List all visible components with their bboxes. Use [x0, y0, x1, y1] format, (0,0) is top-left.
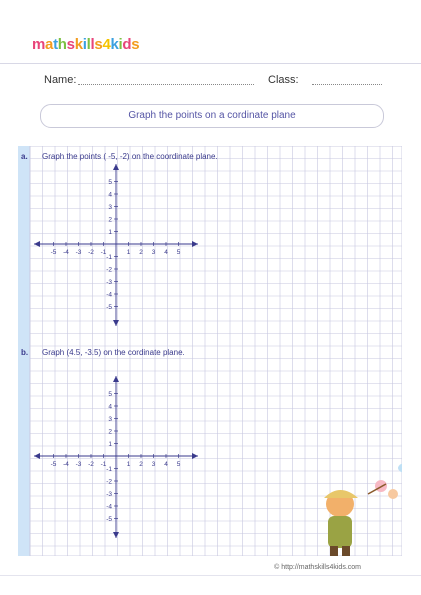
y-tick-label: -5: [106, 516, 112, 523]
kid-leg: [342, 546, 350, 556]
x-tick-label: 4: [164, 461, 168, 468]
x-tick-label: -1: [100, 461, 107, 468]
footer-url: © http://mathskills4kids.com: [274, 564, 361, 571]
x-axis-arrow-left: [34, 453, 40, 459]
y-tick-label: 2: [108, 216, 112, 224]
x-tick-label: 4: [164, 249, 168, 256]
kid-hat: [324, 490, 358, 498]
x-tick-label: 1: [126, 249, 131, 256]
x-tick-label: 5: [176, 461, 181, 468]
y-tick-label: 1: [108, 441, 112, 448]
x-tick-label: -3: [75, 461, 82, 468]
x-tick-label: -2: [88, 249, 94, 256]
y-axis-arrow-down: [113, 532, 119, 538]
flower-icon: [388, 489, 398, 499]
y-tick-label: 4: [108, 191, 112, 199]
x-tick-label: 3: [151, 461, 156, 468]
x-tick-label: 2: [139, 249, 143, 256]
logo-letter: i: [118, 36, 123, 53]
y-tick-label: 5: [108, 179, 112, 186]
y-tick-label: 3: [108, 204, 112, 211]
x-tick-label: 1: [126, 461, 131, 468]
y-axis-arrow-up: [113, 164, 119, 170]
x-tick-label: 2: [139, 461, 143, 468]
logo-letter: l: [86, 36, 91, 53]
y-tick-label: -4: [106, 291, 112, 299]
question-letter: b.: [21, 348, 29, 357]
x-tick-label: -1: [100, 249, 107, 256]
logo-letter: l: [90, 36, 95, 53]
question-letter: a.: [21, 152, 28, 161]
logo-letter: a: [45, 36, 54, 53]
x-tick-label: -4: [63, 249, 69, 256]
x-tick-label: -3: [75, 249, 82, 256]
class-field[interactable]: [312, 84, 382, 85]
name-label: Name:: [44, 74, 77, 86]
y-tick-label: 1: [108, 229, 112, 236]
question-text: Graph (4.5, -3.5) on the cordinate plane.: [42, 348, 185, 357]
site-logo: [32, 36, 139, 53]
x-axis-arrow-right: [192, 453, 198, 459]
y-axis-arrow-down: [113, 320, 119, 326]
class-label: Class:: [268, 74, 299, 86]
question-text: Graph the points ( -5, -2) on the coordinate plane.: [42, 152, 218, 161]
x-tick-label: 3: [151, 249, 156, 256]
logo-letter: s: [66, 36, 75, 53]
x-tick-label: -5: [50, 249, 57, 256]
logo-letter: k: [74, 36, 83, 53]
x-tick-label: -4: [63, 461, 69, 468]
y-tick-label: 2: [108, 428, 112, 436]
y-tick-label: -2: [106, 478, 112, 486]
header-divider: [0, 63, 421, 64]
logo-letter: t: [53, 36, 58, 53]
x-tick-label: -2: [88, 461, 94, 468]
logo-letter: k: [110, 36, 119, 53]
y-tick-label: 4: [108, 403, 112, 411]
graph-paper: [18, 146, 402, 556]
y-tick-label: -1: [106, 254, 112, 261]
footer-divider: [0, 575, 421, 576]
y-tick-label: 5: [108, 391, 112, 398]
kid-painter-illustration: [324, 462, 402, 556]
kid-leg: [330, 546, 338, 556]
kid-body: [328, 516, 352, 548]
y-tick-label: -3: [106, 491, 112, 498]
y-tick-label: -4: [106, 503, 112, 511]
cloud-icon: [398, 462, 402, 474]
y-tick-label: -1: [106, 466, 112, 473]
x-tick-label: 5: [176, 249, 181, 256]
y-tick-label: -5: [106, 304, 112, 311]
logo-letter: h: [57, 36, 67, 53]
x-tick-label: -5: [50, 461, 57, 468]
logo-letter: m: [32, 36, 46, 53]
logo-letter: s: [131, 36, 140, 53]
y-tick-label: -2: [106, 266, 112, 274]
logo-letter: 4: [102, 36, 111, 53]
y-axis-arrow-up: [113, 376, 119, 382]
y-tick-label: 3: [108, 416, 112, 423]
y-tick-label: -3: [106, 279, 112, 286]
logo-letter: i: [82, 36, 87, 53]
name-field[interactable]: [78, 84, 254, 85]
logo-letter: s: [94, 36, 103, 53]
logo-letter: d: [122, 36, 132, 53]
worksheet-title: Graph the points on a cordinate plane: [40, 104, 384, 128]
